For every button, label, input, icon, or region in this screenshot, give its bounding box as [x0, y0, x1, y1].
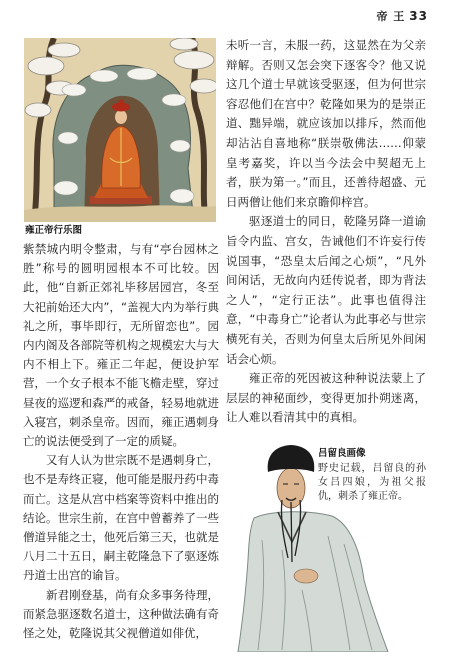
portrait-hands [294, 569, 318, 583]
running-header [376, 8, 428, 24]
paragraph: 未听一言，未服一药，这显然在为父亲辩解。否则又怎会突下逐客令？他又说这几个道士早就该受驱逐，但为何世宗容忍他们在宫中？乾隆如果为的是崇正道、黜异端，就应该加以排斥，然而他却沾沾自喜地称“朕崇敬佛法……仰蒙皇考嘉奖，许以当今法会中契超无上者，朕为第一。”而且，还善待超盛、元日两僧让他们来京瞻仰梓宫。 [226, 38, 426, 209]
left-text-column [23, 240, 219, 643]
paragraph: 紫禁城内明令整肃，与有“亭台园林之胜”称号的圆明园根本不可比较。因此，他“自新正郊礼毕移居园宫，冬至大祀前始还大内”，“盖视大内为举行典礼之所，事毕即行，无所留恋也”。园内内阁及各部院等机构之规模宏大与大内不相上下。雍正二年起，便设护军营，一个女子根本不能飞檐走壁，穿过昼夜的巡逻和森严的戒备，轻易地就进入寝宫，刺杀皇帝。因而，雍正遇刺身亡的说法便受到了一定的质疑。 [23, 242, 219, 449]
figure-2-caption-title: 吕留良画像 [318, 448, 366, 459]
paragraph: 驱逐道士的同日，乾隆另降一道谕旨令内监、宫女，告诫他们不许妄行传说国事，“恐皇太后闻之心烦”，“凡外间闲话，无故向内廷传说者，即为背法之人”，“定行正法”。此事也值得注意，“中毒身亡”论者认为此事必与世宗横死有关，否则为何皇太后所见外间闲话会心烦。 [226, 214, 426, 366]
paragraph: 新君刚登基，尚有众多事务待理，而紧急驱逐数名道士，这种做法确有奇怪之处，乾隆说其父视僧道如俳优， [23, 587, 219, 641]
page-number: 33 [409, 9, 428, 23]
running-head-title: 帝 王 [376, 10, 406, 23]
paragraph: 又有人认为世宗既不是遇刺身亡，也不是寿终正寝，他可能是服丹药中毒而亡。这是从宫中档案等资料中推出的结论。世宗生前，在宫中曾蓄养了一些僧道异能之士，他死后第三天，也就是八月二十五日，嗣主乾隆急下了驱逐炼丹道士出宫的谕旨。 [23, 453, 219, 583]
paragraph: 雍正帝的死因被这种种说法蒙上了层层的神秘面纱，变得更加扑朔迷离，让人难以看清其中的真相。 [226, 371, 426, 425]
painting-illustration [24, 38, 216, 222]
portrait-hat [268, 445, 315, 472]
right-text-column [226, 36, 426, 428]
figure-1-caption: 雍正帝行乐图 [25, 225, 83, 236]
painting-yongzheng [24, 38, 216, 222]
painting-ground [24, 205, 216, 222]
figure-2-caption-text: 野史记载，吕留良的孙女吕四娘，为祖父报仇，刺杀了雍正帝。 [318, 463, 426, 502]
